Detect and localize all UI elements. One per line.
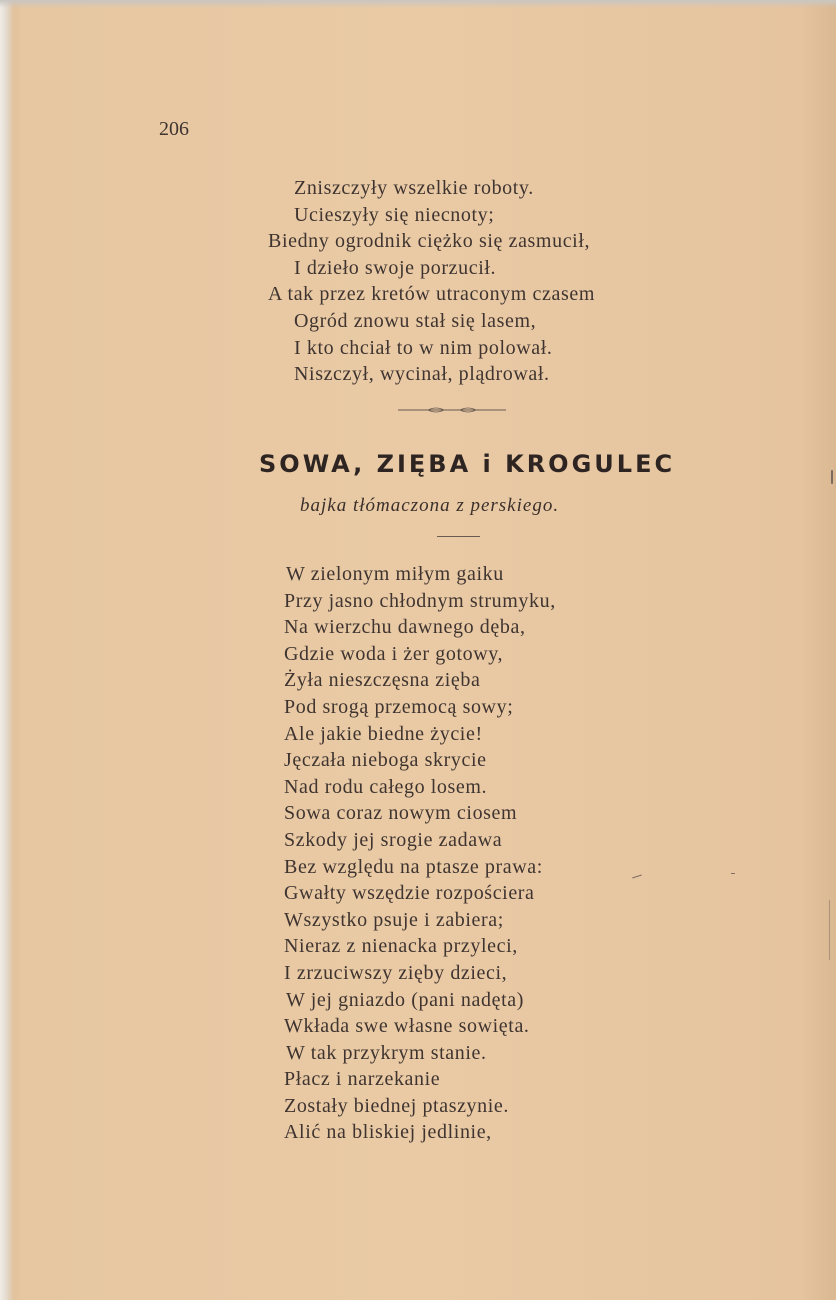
poem-line: Zniszczyły wszelkie roboty. — [294, 177, 534, 199]
poem-line: Jęczała nieboga skrycie — [284, 749, 487, 772]
poem-line: Biedny ogrodnik ciężko się zasmucił, — [268, 230, 591, 253]
poem-line: Przy jasno chłodnym strumyku, — [284, 589, 556, 612]
poem-line: W tak przykrym stanie. — [286, 1041, 487, 1064]
poem-line: Nieraz z nienacka przyleci, — [284, 935, 518, 958]
paper-speck — [829, 900, 830, 960]
poem-line: Zostały biednej ptaszynie. — [284, 1094, 509, 1117]
poem-line: Bez względu na ptasze prawa: — [284, 855, 543, 878]
poem-line: Nad rodu całego losem. — [284, 775, 488, 798]
poem-line: Gwałty wszędzie rozpościera — [284, 882, 535, 905]
poem-line: Na wierzchu dawnego dęba, — [284, 616, 526, 639]
fable-stanza — [284, 561, 556, 1146]
poem-line: Szkody jej srogie zadawa — [284, 828, 503, 851]
poem-line: Alić na bliskiej jedlinie, — [284, 1121, 492, 1144]
poem-line: Wkłada swe własne sowięta. — [284, 1015, 530, 1038]
poem-line: I kto chciał to w nim polował. — [294, 336, 553, 359]
poem-line: Żyła nieszczęsna zięba — [284, 669, 481, 692]
poem-line: Sowa coraz nowym ciosem — [284, 802, 518, 825]
poem-line: Niszczył, wycinał, plądrował. — [294, 363, 550, 386]
poem-line: Pod srogą przemocą sowy; — [284, 695, 514, 718]
title-rule — [437, 536, 480, 537]
poem-line: W zielonym miłym gaiku — [286, 563, 504, 585]
poem-line: I zrzuciwszy zięby dzieci, — [284, 961, 508, 984]
section-divider-ornament — [398, 405, 506, 415]
poem-line: Ale jakie biedne życie! — [284, 722, 483, 745]
paper-speck — [831, 470, 833, 484]
poem-line: Gdzie woda i żer gotowy, — [284, 642, 504, 665]
poem-line: I dzieło swoje porzucił. — [294, 256, 497, 279]
poem-line: W jej gniazdo (pani nadęta) — [286, 988, 524, 1011]
paper-speck — [731, 873, 735, 874]
poem-line: Płacz i narzekanie — [284, 1068, 441, 1091]
poem-line: Wszystko psuje i zabiera; — [284, 908, 504, 931]
fable-subtitle: bajka tłómaczona z perskiego. — [300, 495, 560, 516]
paper-speck — [632, 874, 642, 878]
poem-line: Ogród znowu stał się lasem, — [294, 309, 537, 332]
poem-ending-stanza — [268, 175, 595, 388]
page-number: 206 — [159, 118, 189, 140]
poem-line: A tak przez kretów utraconym czasem — [268, 283, 595, 306]
fable-title: SOWA, ZIĘBA i KROGULEC — [259, 450, 676, 478]
poem-line: Ucieszyły się niecnoty; — [294, 203, 495, 226]
